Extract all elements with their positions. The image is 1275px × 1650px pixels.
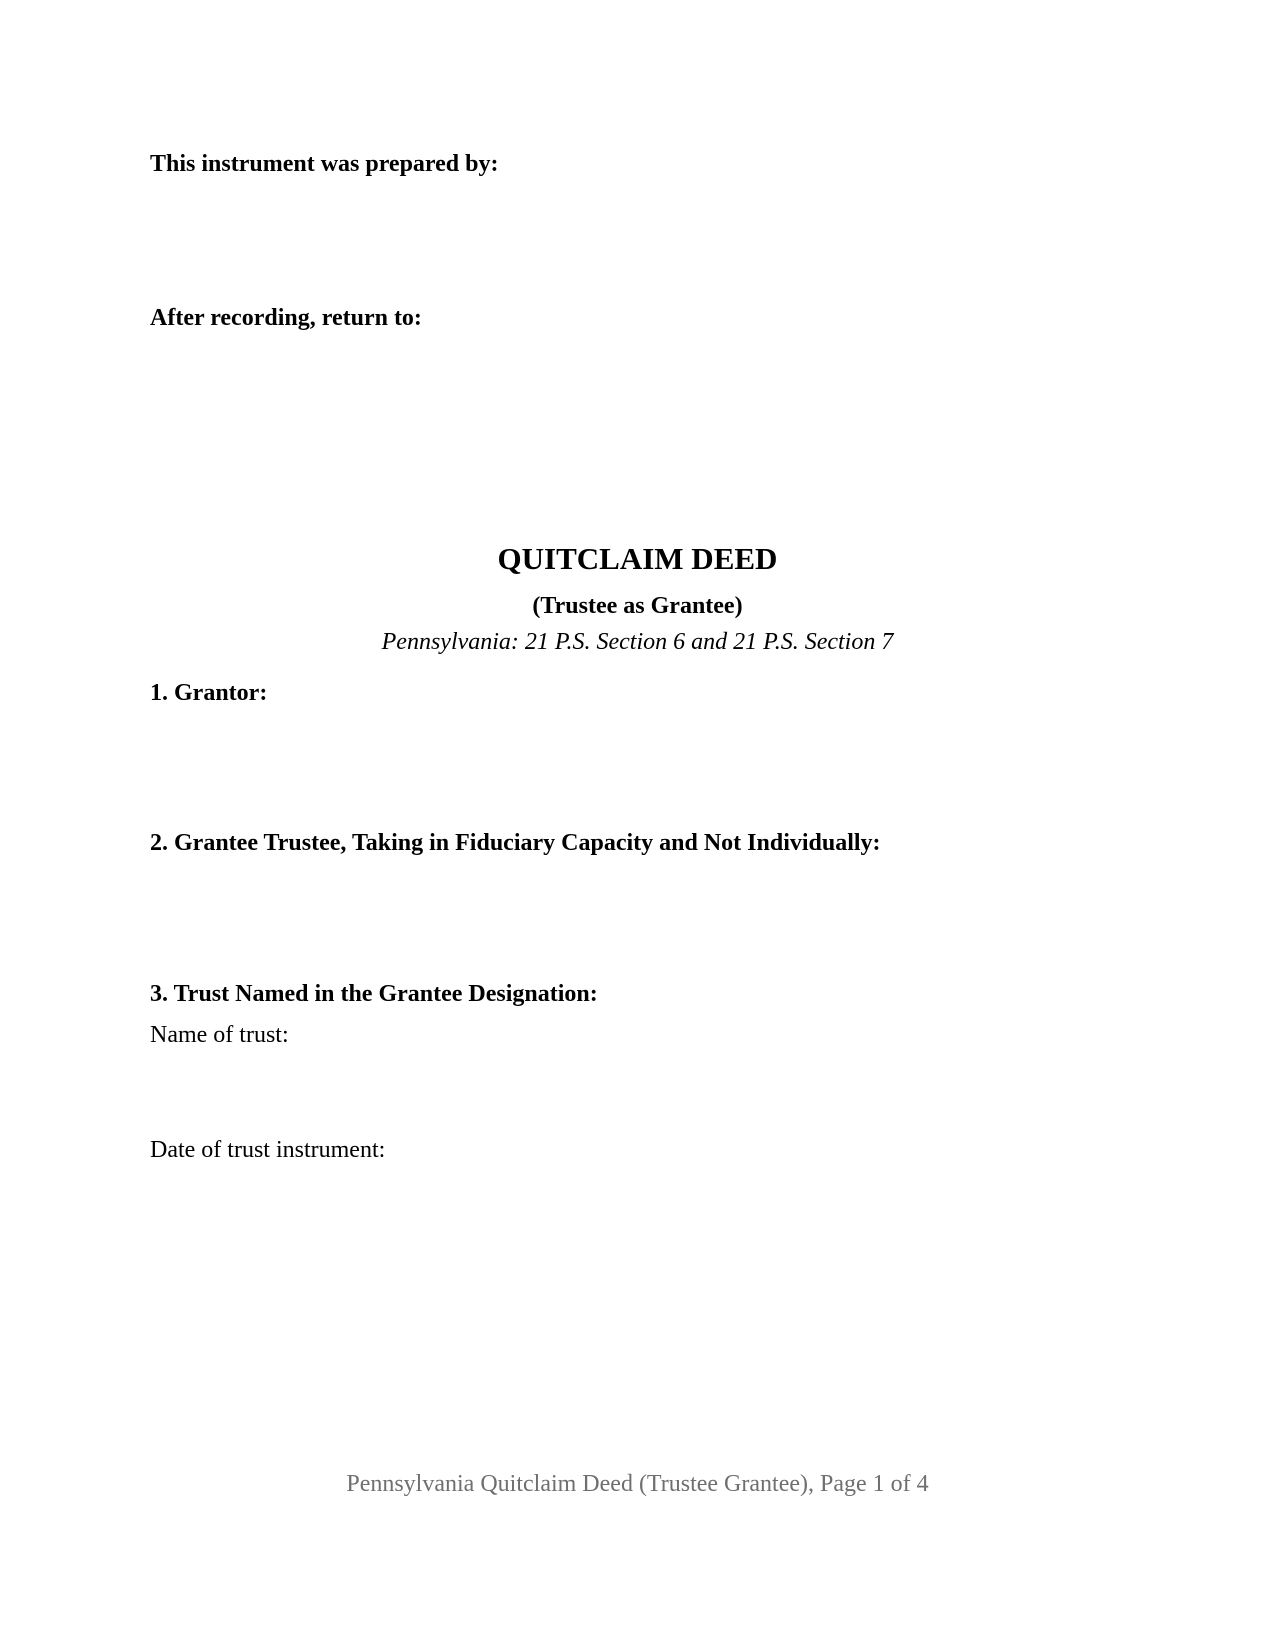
section-grantee-heading: 2. Grantee Trustee, Taking in Fiduciary Capacity and Not Individually: bbox=[150, 830, 881, 856]
return-to-label: After recording, return to: bbox=[150, 305, 422, 331]
document-title: QUITCLAIM DEED bbox=[497, 541, 778, 576]
section-trust-heading: 3. Trust Named in the Grantee Designation: bbox=[150, 981, 598, 1007]
statute-citation: Pennsylvania: 21 P.S. Section 6 and 21 P.S. Section 7 bbox=[381, 629, 894, 655]
document-subtitle: (Trustee as Grantee) bbox=[532, 593, 743, 619]
trust-date-label: Date of trust instrument: bbox=[150, 1137, 386, 1163]
trust-name-label: Name of trust: bbox=[150, 1022, 289, 1048]
page-footer: Pennsylvania Quitclaim Deed (Trustee Grantee), Page 1 of 4 bbox=[346, 1471, 929, 1497]
prepared-by-label: This instrument was prepared by: bbox=[150, 151, 499, 177]
section-grantor-heading: 1. Grantor: bbox=[150, 680, 268, 706]
